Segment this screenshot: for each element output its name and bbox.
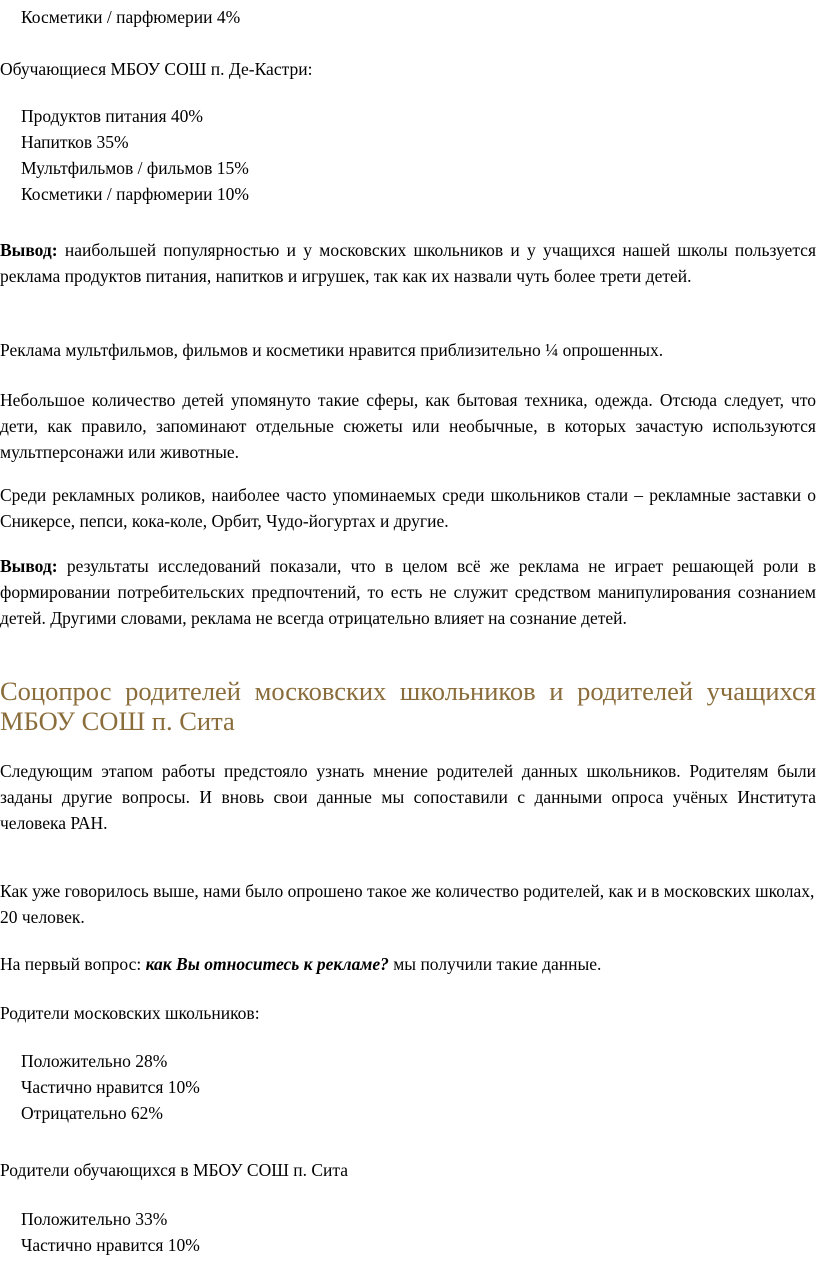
question-emphasis: как Вы относитесь к рекламе?	[145, 954, 389, 974]
conclusion-label: Вывод:	[0, 240, 58, 260]
moscow-parents-title: Родители московских школьников:	[0, 1003, 260, 1023]
list-item: Продуктов питания 40%	[21, 106, 203, 126]
list-item: Косметики / парфюмерии 10%	[21, 184, 249, 204]
cartoons-paragraph: Реклама мультфильмов, фильмов и косметики нравится приблизительно ¼ опрошенных.	[0, 340, 664, 360]
conclusion-paragraph-2	[0, 553, 816, 631]
conclusion-label: Вывод:	[0, 556, 58, 576]
sita-parents-list	[0, 1206, 816, 1258]
ads-paragraph: Среди рекламных роликов, наиболее часто упоминаемых среди школьников стали – рекламные заставки о Сникерсе, пепси, кока-коле, Орбит, Чудо-йогуртах и другие.	[0, 485, 816, 531]
list-item: Частично нравится 10%	[21, 1235, 200, 1255]
same-count-paragraph: Как уже говорилось выше, нами было опрошено такое же количество родителей, как и в московских школах, 20 человек.	[0, 881, 815, 927]
section-heading: Соцопрос родителей московских школьников и родителей учащихся МБОУ СОШ п. Сита	[0, 676, 816, 736]
list-item: Мультфильмов / фильмов 15%	[21, 158, 249, 178]
de-kastri-title: Обучающиеся МБОУ СОШ п. Де-Кастри:	[0, 59, 313, 79]
list-item: Напитков 35%	[21, 132, 129, 152]
sita-parents-title: Родители обучающихся в МБОУ СОШ п. Сита	[0, 1160, 349, 1180]
list-item: Положительно 33%	[21, 1209, 168, 1229]
de-kastri-list	[0, 103, 816, 207]
question-paragraph: На первый вопрос: как Вы относитесь к рекламе? мы получили такие данные.	[0, 954, 602, 974]
conclusion-text: результаты исследований показали, что в целом всё же реклама не играет решающей роли в формировании потребительских предпочтений, то есть не служит средством манипулирования сознанием детей. Другими словами, реклама не всегда отрицательно влияет на сознание детей.	[0, 556, 816, 628]
small-spheres-paragraph: Небольшое количество детей упомянуто такие сферы, как бытовая техника, одежда. Отсюда следует, что дети, как правило, запоминают отдельные сюжеты или необычные, в которых зачастую используются мультперсонажи или животные.	[0, 390, 816, 462]
conclusion-paragraph-1	[0, 237, 816, 289]
list-item: Положительно 28%	[21, 1051, 168, 1071]
moscow-parents-list	[0, 1048, 816, 1126]
conclusion-text: наибольшей популярностью и у московских школьников и у учащихся нашей школы пользуется реклама продуктов питания, напитков и игрушек, так как их назвали чуть более трети детей.	[0, 240, 816, 286]
list-item: Косметики / парфюмерии 4%	[21, 7, 241, 27]
list-item: Частично нравится 10%	[21, 1077, 200, 1097]
list-item: Отрицательно 62%	[21, 1103, 163, 1123]
next-stage-paragraph: Следующим этапом работы предстояло узнать мнение родителей данных школьников. Родителям были заданы другие вопросы. И вновь свои данные мы сопоставили с данными опроса учёных Института человека РАН.	[0, 761, 816, 833]
